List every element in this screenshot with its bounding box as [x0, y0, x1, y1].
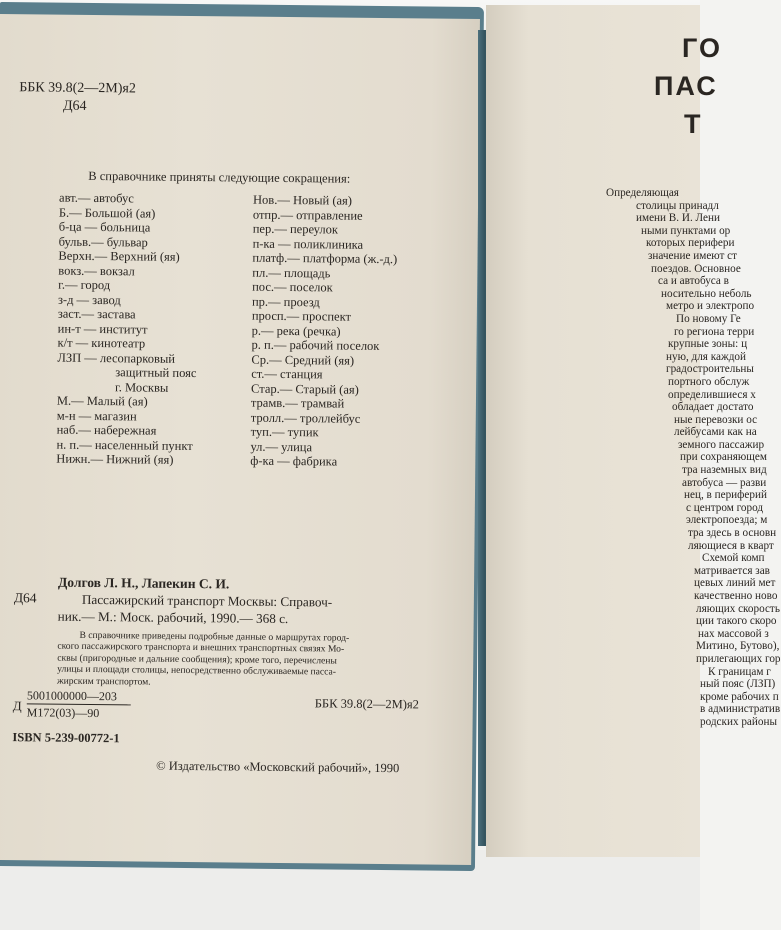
- text-line: обладает достато: [672, 401, 754, 414]
- text-line: ные перевозки ос: [674, 413, 758, 426]
- text-line: ную, для каждой: [666, 350, 746, 363]
- catalog-annotation: [57, 630, 349, 690]
- index-code-top: Д64: [62, 98, 87, 114]
- abbreviation-item: к/т — кинотеатр: [57, 335, 146, 351]
- annotation-line: сквы (пригородные и дальние сообщения); кроме того, перечислены: [57, 652, 337, 667]
- annotation-line: жирским транспортом.: [56, 675, 151, 688]
- abbreviation-item: защитный пояс: [115, 365, 197, 381]
- text-line: ляющих скорость: [696, 602, 780, 615]
- right-page: [486, 5, 781, 857]
- formula-numerator: 5001000000—203: [26, 688, 117, 704]
- abbreviation-item: ЛЗП — лесопарковый: [57, 350, 176, 366]
- text-line: кроме рабочих п: [700, 690, 779, 703]
- abbreviation-item: Б.— Большой (ая): [58, 205, 156, 221]
- text-line: Схемой комп: [702, 552, 765, 565]
- text-line: лейбусами как на: [674, 426, 757, 439]
- text-line: К границам г: [708, 665, 771, 678]
- abbreviation-item: п-ка — поликлиника: [252, 236, 364, 252]
- catalog-title-line2: ник.— М.: Моск. рабочий, 1990.— 368 с.: [57, 608, 289, 627]
- abbreviation-item: бульв.— бульвар: [58, 234, 148, 250]
- abbreviation-item: з-д — завод: [57, 292, 121, 307]
- abbreviation-item: пр.— проезд: [251, 294, 320, 309]
- abbreviation-item: Верхн.— Верхний (яя): [58, 248, 180, 264]
- text-line: Определяющая: [606, 187, 679, 199]
- catalog-bbk-code: ББК 39.8(2—2М)я2: [314, 696, 420, 712]
- copyright: © Издательство «Московский рабочий», 1990: [156, 758, 400, 776]
- abbreviation-item: Нов.— Новый (ая): [252, 192, 353, 208]
- chapter-heading-line1: ГО: [682, 33, 722, 63]
- abbreviation-item: б-ца — больница: [58, 219, 151, 235]
- annotation-line: улицы и площади столицы, непосредственно обслуживаемые пасса-: [57, 663, 337, 678]
- abbreviation-item: вокз.— вокзал: [58, 263, 135, 278]
- text-line: градостроительны: [666, 363, 754, 376]
- text-line: качественно ново: [694, 590, 778, 602]
- text-line: автобуса — разви: [682, 476, 767, 489]
- abbreviation-item: платф.— платформа (ж.-д.): [252, 250, 398, 267]
- text-line: ляющиеся в кварт: [688, 539, 774, 552]
- text-line: го региона терри: [674, 325, 755, 338]
- abbreviation-item: г.— город: [58, 277, 111, 293]
- abbreviation-item: ул.— улица: [250, 439, 313, 454]
- annotation-line: В справочнике приведены подробные данные о маршрутах город-: [79, 629, 350, 644]
- abbreviation-item: пер.— переулок: [252, 221, 339, 237]
- text-line: земного пассажир: [678, 438, 765, 451]
- abbreviation-item: р.— река (речка): [251, 323, 341, 339]
- text-line: цевых линий мет: [694, 577, 776, 590]
- text-line: тра здесь в основн: [688, 527, 777, 540]
- catalog-authors: Долгов Л. Н., Лапекин С. И.: [57, 574, 230, 592]
- abbreviation-item: н. п.— населенный пункт: [56, 437, 193, 453]
- text-line: поездов. Основное: [651, 262, 741, 275]
- text-line: столицы принадл: [636, 199, 719, 212]
- abbreviation-item: авт.— автобус: [59, 190, 134, 206]
- text-line: которых перифери: [646, 237, 735, 250]
- abbreviations-list-right: [250, 193, 398, 470]
- text-line: са и автобуса в: [658, 275, 729, 288]
- text-line: крупные зоны: ц: [668, 338, 748, 351]
- chapter-heading-line2: ПАС: [654, 71, 718, 101]
- abbreviation-item: пл.— площадь: [252, 265, 331, 280]
- abbreviation-item: отпр.— отправление: [252, 207, 363, 223]
- text-line: ный пояс (ЛЗП): [700, 678, 776, 691]
- abbreviation-item: тролл.— троллейбус: [250, 410, 361, 426]
- abbreviation-item: туп.— тупик: [250, 424, 319, 440]
- text-line: нец, в периферий: [684, 489, 767, 502]
- abbreviation-item: ф-ка — фабрика: [250, 453, 338, 469]
- abbreviation-item: трамв.— трамвай: [250, 395, 345, 411]
- abbreviation-item: м-н — магазин: [56, 408, 137, 423]
- catalog-index: Д64: [13, 590, 37, 606]
- text-line: нах массовой з: [698, 627, 769, 640]
- abbreviation-item: р. п.— рабочий поселок: [251, 337, 380, 353]
- text-line: имени В. И. Лени: [636, 212, 720, 225]
- text-line: Митино, Бутово),: [696, 640, 780, 653]
- abbreviation-item: ин-т — институт: [57, 321, 148, 337]
- text-line: портного обслуж: [668, 375, 750, 388]
- chapter-heading-line3: Т: [684, 109, 703, 139]
- text-line: значение имеют ст: [648, 249, 738, 262]
- catalog-title-line1: Пассажирский транспорт Москвы: Справоч-: [81, 591, 333, 610]
- abbreviation-item: наб.— набережная: [56, 422, 157, 438]
- formula-letter: Д: [12, 698, 22, 714]
- text-line: По новому Ге: [676, 312, 741, 325]
- left-page: [0, 14, 480, 865]
- abbreviation-item: г. Москвы: [115, 379, 169, 395]
- formula-denominator: М172(03)—90: [26, 705, 100, 721]
- abbreviation-item: Стар.— Старый (ая): [251, 381, 359, 397]
- text-line: тра наземных вид: [682, 464, 767, 477]
- text-line: ными пунктами ор: [641, 224, 731, 237]
- text-line: матривается зав: [694, 564, 770, 577]
- right-page-text: [606, 187, 781, 729]
- abbreviation-item: просп.— проспект: [251, 308, 352, 324]
- text-line: в административ: [700, 703, 781, 716]
- text-line: родских районы: [700, 715, 777, 728]
- abbreviation-item: Ср.— Средний (яя): [251, 352, 355, 368]
- text-line: электропоезда; м: [686, 514, 768, 527]
- text-line: при сохраняющем: [680, 451, 767, 464]
- bbk-code-top: ББК 39.8(2—2М)я2: [19, 80, 136, 97]
- text-line: ции такого скоро: [696, 615, 777, 628]
- text-line: определившиеся х: [668, 388, 756, 401]
- abbreviation-item: заст.— застава: [57, 306, 136, 322]
- text-line: носительно неболь: [661, 287, 752, 300]
- abbreviation-item: ст.— станция: [251, 366, 323, 382]
- text-line: прилегающих гор: [696, 652, 781, 665]
- abbreviation-item: М.— Малый (ая): [56, 393, 148, 409]
- isbn: ISBN 5-239-00772-1: [12, 730, 120, 746]
- abbreviations-intro: В справочнике приняты следующие сокращения:: [88, 168, 351, 186]
- text-line: с центром город: [686, 501, 764, 514]
- abbreviation-item: Нижн.— Нижний (яя): [56, 451, 174, 467]
- text-line: метро и электропо: [666, 300, 755, 313]
- annotation-line: ского пассажирского транспорта и внешних транспортных связях Мо-: [57, 641, 345, 656]
- abbreviations-list-left: [56, 191, 198, 468]
- abbreviation-item: пос.— поселок: [252, 279, 333, 295]
